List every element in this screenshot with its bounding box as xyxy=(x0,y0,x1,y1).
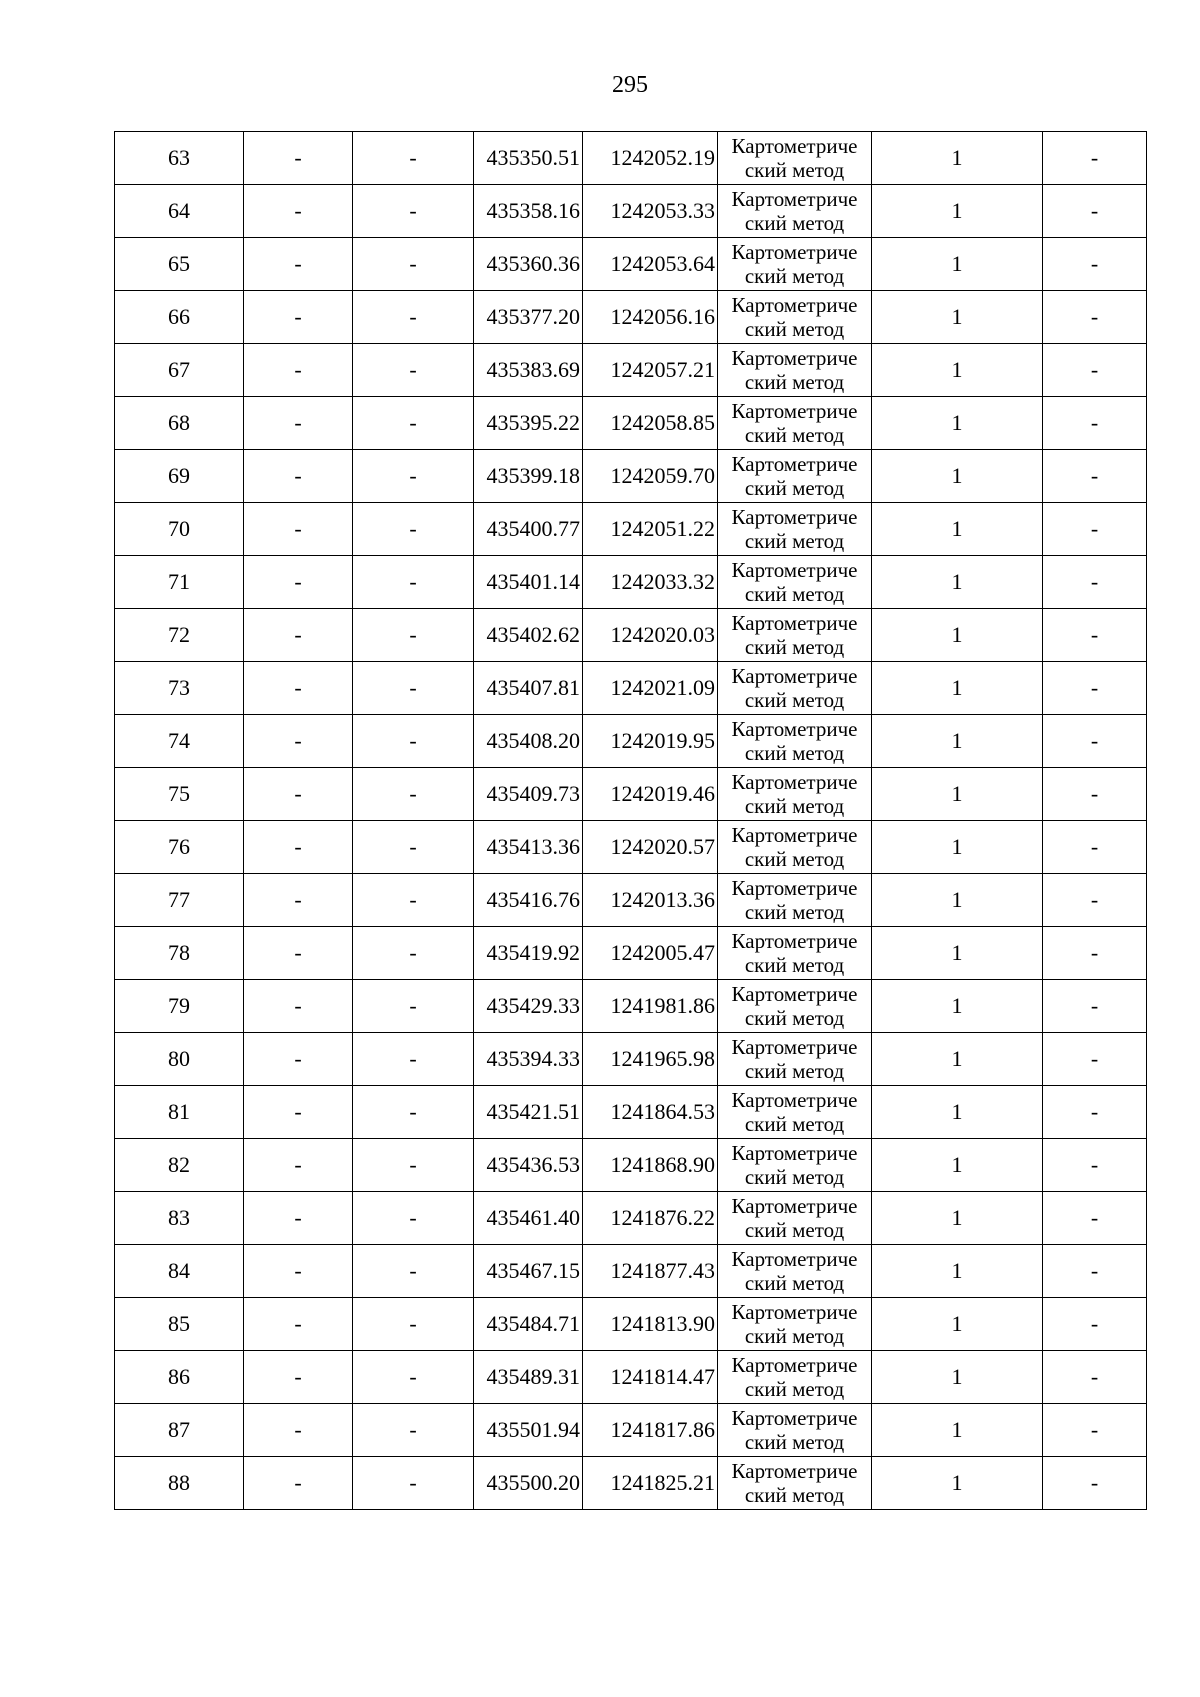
table-row xyxy=(115,1457,1147,1510)
table-row xyxy=(115,768,1147,821)
method-line-1: Картометриче xyxy=(731,134,858,158)
point-number-cell: 83 xyxy=(115,1192,244,1245)
point-number-cell: 67 xyxy=(115,344,244,397)
empty-dash-cell: - xyxy=(244,1351,353,1404)
table-row xyxy=(115,344,1147,397)
method-line-1: Картометриче xyxy=(731,823,858,847)
x-coordinate-cell: 435408.20 xyxy=(474,715,583,768)
accuracy-cell: 1 xyxy=(872,450,1043,503)
accuracy-cell: 1 xyxy=(872,980,1043,1033)
x-coordinate-cell: 435489.31 xyxy=(474,1351,583,1404)
method-line-2: ский метод xyxy=(744,1430,845,1454)
method-cell xyxy=(718,291,872,344)
point-number-cell: 72 xyxy=(115,609,244,662)
empty-dash-cell: - xyxy=(244,1245,353,1298)
note-cell: - xyxy=(1043,238,1147,291)
point-number-cell: 63 xyxy=(115,132,244,185)
method-line-2: ский метод xyxy=(744,1483,845,1507)
table-row xyxy=(115,609,1147,662)
method-cell xyxy=(718,132,872,185)
y-coordinate-cell: 1242051.22 xyxy=(583,503,718,556)
method-line-2: ский метод xyxy=(744,635,845,659)
method-line-1: Картометриче xyxy=(731,611,858,635)
point-number-cell: 82 xyxy=(115,1139,244,1192)
method-line-2: ский метод xyxy=(744,688,845,712)
note-cell: - xyxy=(1043,874,1147,927)
note-cell: - xyxy=(1043,1351,1147,1404)
method-cell xyxy=(718,821,872,874)
note-cell: - xyxy=(1043,397,1147,450)
empty-dash-cell: - xyxy=(244,185,353,238)
x-coordinate-cell: 435419.92 xyxy=(474,927,583,980)
note-cell: - xyxy=(1043,715,1147,768)
point-number-cell: 80 xyxy=(115,1033,244,1086)
method-cell xyxy=(718,450,872,503)
x-coordinate-cell: 435500.20 xyxy=(474,1457,583,1510)
method-line-2: ский метод xyxy=(744,317,845,341)
x-coordinate-cell: 435401.14 xyxy=(474,556,583,609)
method-line-1: Картометриче xyxy=(731,770,858,794)
method-line-2: ский метод xyxy=(744,211,845,235)
x-coordinate-cell: 435358.16 xyxy=(474,185,583,238)
accuracy-cell: 1 xyxy=(872,874,1043,927)
empty-dash-cell: - xyxy=(244,1139,353,1192)
method-line-1: Картометриче xyxy=(731,399,858,423)
empty-dash-cell: - xyxy=(353,1139,474,1192)
method-cell xyxy=(718,927,872,980)
point-number-cell: 79 xyxy=(115,980,244,1033)
note-cell: - xyxy=(1043,1139,1147,1192)
x-coordinate-cell: 435436.53 xyxy=(474,1139,583,1192)
accuracy-cell: 1 xyxy=(872,609,1043,662)
method-cell xyxy=(718,1351,872,1404)
accuracy-cell: 1 xyxy=(872,238,1043,291)
note-cell: - xyxy=(1043,291,1147,344)
y-coordinate-cell: 1241864.53 xyxy=(583,1086,718,1139)
x-coordinate-cell: 435461.40 xyxy=(474,1192,583,1245)
table-row xyxy=(115,821,1147,874)
empty-dash-cell: - xyxy=(353,344,474,397)
x-coordinate-cell: 435429.33 xyxy=(474,980,583,1033)
method-line-2: ский метод xyxy=(744,529,845,553)
accuracy-cell: 1 xyxy=(872,768,1043,821)
y-coordinate-cell: 1242053.64 xyxy=(583,238,718,291)
point-number-cell: 71 xyxy=(115,556,244,609)
method-line-1: Картометриче xyxy=(731,1035,858,1059)
empty-dash-cell: - xyxy=(353,821,474,874)
note-cell: - xyxy=(1043,821,1147,874)
note-cell: - xyxy=(1043,1192,1147,1245)
x-coordinate-cell: 435395.22 xyxy=(474,397,583,450)
note-cell: - xyxy=(1043,980,1147,1033)
table-row xyxy=(115,132,1147,185)
empty-dash-cell: - xyxy=(353,238,474,291)
method-line-1: Картометриче xyxy=(731,664,858,688)
method-line-1: Картометриче xyxy=(731,346,858,370)
method-line-2: ский метод xyxy=(744,1377,845,1401)
y-coordinate-cell: 1242058.85 xyxy=(583,397,718,450)
method-line-1: Картометриче xyxy=(731,1300,858,1324)
method-line-2: ский метод xyxy=(744,1324,845,1348)
method-line-1: Картометриче xyxy=(731,1353,858,1377)
empty-dash-cell: - xyxy=(244,821,353,874)
y-coordinate-cell: 1242059.70 xyxy=(583,450,718,503)
table-row xyxy=(115,1192,1147,1245)
x-coordinate-cell: 435409.73 xyxy=(474,768,583,821)
x-coordinate-cell: 435383.69 xyxy=(474,344,583,397)
accuracy-cell: 1 xyxy=(872,397,1043,450)
x-coordinate-cell: 435421.51 xyxy=(474,1086,583,1139)
method-cell xyxy=(718,1298,872,1351)
point-number-cell: 73 xyxy=(115,662,244,715)
y-coordinate-cell: 1241876.22 xyxy=(583,1192,718,1245)
method-cell xyxy=(718,1139,872,1192)
method-line-2: ский метод xyxy=(744,264,845,288)
note-cell: - xyxy=(1043,1404,1147,1457)
empty-dash-cell: - xyxy=(244,715,353,768)
y-coordinate-cell: 1241981.86 xyxy=(583,980,718,1033)
method-cell xyxy=(718,874,872,927)
empty-dash-cell: - xyxy=(244,1086,353,1139)
x-coordinate-cell: 435484.71 xyxy=(474,1298,583,1351)
y-coordinate-cell: 1242033.32 xyxy=(583,556,718,609)
empty-dash-cell: - xyxy=(244,1404,353,1457)
accuracy-cell: 1 xyxy=(872,1457,1043,1510)
note-cell: - xyxy=(1043,556,1147,609)
table-row xyxy=(115,397,1147,450)
method-cell xyxy=(718,1457,872,1510)
accuracy-cell: 1 xyxy=(872,1404,1043,1457)
y-coordinate-cell: 1241825.21 xyxy=(583,1457,718,1510)
y-coordinate-cell: 1242021.09 xyxy=(583,662,718,715)
point-number-cell: 66 xyxy=(115,291,244,344)
y-coordinate-cell: 1241817.86 xyxy=(583,1404,718,1457)
method-line-1: Картометриче xyxy=(731,558,858,582)
y-coordinate-cell: 1242052.19 xyxy=(583,132,718,185)
note-cell: - xyxy=(1043,450,1147,503)
method-line-1: Картометриче xyxy=(731,187,858,211)
accuracy-cell: 1 xyxy=(872,1351,1043,1404)
accuracy-cell: 1 xyxy=(872,185,1043,238)
method-cell xyxy=(718,185,872,238)
y-coordinate-cell: 1242013.36 xyxy=(583,874,718,927)
point-number-cell: 74 xyxy=(115,715,244,768)
method-line-2: ский метод xyxy=(744,1271,845,1295)
note-cell: - xyxy=(1043,185,1147,238)
method-line-1: Картометриче xyxy=(731,982,858,1006)
method-line-2: ский метод xyxy=(744,847,845,871)
empty-dash-cell: - xyxy=(244,503,353,556)
empty-dash-cell: - xyxy=(353,556,474,609)
y-coordinate-cell: 1241813.90 xyxy=(583,1298,718,1351)
method-line-2: ский метод xyxy=(744,1006,845,1030)
method-line-1: Картометриче xyxy=(731,1088,858,1112)
table-row xyxy=(115,662,1147,715)
method-cell xyxy=(718,1404,872,1457)
y-coordinate-cell: 1241877.43 xyxy=(583,1245,718,1298)
table-row xyxy=(115,1245,1147,1298)
y-coordinate-cell: 1241814.47 xyxy=(583,1351,718,1404)
empty-dash-cell: - xyxy=(353,874,474,927)
accuracy-cell: 1 xyxy=(872,1298,1043,1351)
method-line-1: Картометриче xyxy=(731,1194,858,1218)
page-number: 295 xyxy=(612,72,648,98)
x-coordinate-cell: 435501.94 xyxy=(474,1404,583,1457)
accuracy-cell: 1 xyxy=(872,556,1043,609)
method-cell xyxy=(718,344,872,397)
note-cell: - xyxy=(1043,1298,1147,1351)
method-line-2: ский метод xyxy=(744,476,845,500)
method-cell xyxy=(718,715,872,768)
empty-dash-cell: - xyxy=(353,1245,474,1298)
empty-dash-cell: - xyxy=(244,397,353,450)
method-line-2: ский метод xyxy=(744,582,845,606)
method-line-2: ский метод xyxy=(744,1165,845,1189)
empty-dash-cell: - xyxy=(353,980,474,1033)
table-row xyxy=(115,1298,1147,1351)
table-row xyxy=(115,556,1147,609)
method-line-2: ский метод xyxy=(744,1059,845,1083)
empty-dash-cell: - xyxy=(353,450,474,503)
empty-dash-cell: - xyxy=(244,291,353,344)
table-row xyxy=(115,874,1147,927)
method-line-1: Картометриче xyxy=(731,452,858,476)
method-cell xyxy=(718,1192,872,1245)
x-coordinate-cell: 435399.18 xyxy=(474,450,583,503)
empty-dash-cell: - xyxy=(244,1192,353,1245)
empty-dash-cell: - xyxy=(353,715,474,768)
empty-dash-cell: - xyxy=(244,980,353,1033)
point-number-cell: 76 xyxy=(115,821,244,874)
empty-dash-cell: - xyxy=(244,662,353,715)
method-line-2: ский метод xyxy=(744,370,845,394)
y-coordinate-cell: 1242019.46 xyxy=(583,768,718,821)
empty-dash-cell: - xyxy=(353,1298,474,1351)
method-cell xyxy=(718,1033,872,1086)
point-number-cell: 78 xyxy=(115,927,244,980)
method-cell xyxy=(718,980,872,1033)
accuracy-cell: 1 xyxy=(872,1192,1043,1245)
method-cell xyxy=(718,238,872,291)
empty-dash-cell: - xyxy=(244,344,353,397)
accuracy-cell: 1 xyxy=(872,344,1043,397)
method-line-2: ский метод xyxy=(744,158,845,182)
empty-dash-cell: - xyxy=(244,1457,353,1510)
note-cell: - xyxy=(1043,1245,1147,1298)
x-coordinate-cell: 435360.36 xyxy=(474,238,583,291)
method-line-2: ский метод xyxy=(744,953,845,977)
y-coordinate-cell: 1242053.33 xyxy=(583,185,718,238)
empty-dash-cell: - xyxy=(353,1033,474,1086)
empty-dash-cell: - xyxy=(353,1086,474,1139)
note-cell: - xyxy=(1043,1457,1147,1510)
empty-dash-cell: - xyxy=(244,1033,353,1086)
point-number-cell: 87 xyxy=(115,1404,244,1457)
empty-dash-cell: - xyxy=(244,556,353,609)
accuracy-cell: 1 xyxy=(872,132,1043,185)
table-row xyxy=(115,1086,1147,1139)
table-row xyxy=(115,450,1147,503)
empty-dash-cell: - xyxy=(353,609,474,662)
y-coordinate-cell: 1241965.98 xyxy=(583,1033,718,1086)
accuracy-cell: 1 xyxy=(872,291,1043,344)
empty-dash-cell: - xyxy=(353,1457,474,1510)
table-row xyxy=(115,503,1147,556)
point-number-cell: 70 xyxy=(115,503,244,556)
table-row xyxy=(115,1033,1147,1086)
method-cell xyxy=(718,1245,872,1298)
x-coordinate-cell: 435377.20 xyxy=(474,291,583,344)
y-coordinate-cell: 1242005.47 xyxy=(583,927,718,980)
note-cell: - xyxy=(1043,1086,1147,1139)
x-coordinate-cell: 435400.77 xyxy=(474,503,583,556)
point-number-cell: 69 xyxy=(115,450,244,503)
method-line-1: Картометриче xyxy=(731,240,858,264)
empty-dash-cell: - xyxy=(353,503,474,556)
y-coordinate-cell: 1242020.57 xyxy=(583,821,718,874)
empty-dash-cell: - xyxy=(353,291,474,344)
method-line-1: Картометриче xyxy=(731,1247,858,1271)
method-cell xyxy=(718,662,872,715)
empty-dash-cell: - xyxy=(353,397,474,450)
accuracy-cell: 1 xyxy=(872,662,1043,715)
note-cell: - xyxy=(1043,927,1147,980)
table-row xyxy=(115,1351,1147,1404)
empty-dash-cell: - xyxy=(244,874,353,927)
method-line-1: Картометриче xyxy=(731,1141,858,1165)
empty-dash-cell: - xyxy=(244,768,353,821)
x-coordinate-cell: 435394.33 xyxy=(474,1033,583,1086)
point-number-cell: 85 xyxy=(115,1298,244,1351)
point-number-cell: 64 xyxy=(115,185,244,238)
method-line-2: ский метод xyxy=(744,1218,845,1242)
x-coordinate-cell: 435407.81 xyxy=(474,662,583,715)
accuracy-cell: 1 xyxy=(872,821,1043,874)
method-cell xyxy=(718,768,872,821)
coordinates-table xyxy=(114,131,1147,1510)
empty-dash-cell: - xyxy=(353,768,474,821)
x-coordinate-cell: 435413.36 xyxy=(474,821,583,874)
note-cell: - xyxy=(1043,132,1147,185)
table-body xyxy=(115,132,1147,1510)
point-number-cell: 68 xyxy=(115,397,244,450)
method-line-1: Картометриче xyxy=(731,1459,858,1483)
accuracy-cell: 1 xyxy=(872,1139,1043,1192)
y-coordinate-cell: 1242019.95 xyxy=(583,715,718,768)
empty-dash-cell: - xyxy=(353,1351,474,1404)
empty-dash-cell: - xyxy=(244,609,353,662)
table-row xyxy=(115,1139,1147,1192)
x-coordinate-cell: 435350.51 xyxy=(474,132,583,185)
table-row xyxy=(115,1404,1147,1457)
point-number-cell: 88 xyxy=(115,1457,244,1510)
method-cell xyxy=(718,397,872,450)
table-row xyxy=(115,927,1147,980)
note-cell: - xyxy=(1043,662,1147,715)
empty-dash-cell: - xyxy=(244,450,353,503)
accuracy-cell: 1 xyxy=(872,503,1043,556)
method-line-2: ский метод xyxy=(744,423,845,447)
point-number-cell: 75 xyxy=(115,768,244,821)
accuracy-cell: 1 xyxy=(872,1086,1043,1139)
empty-dash-cell: - xyxy=(353,662,474,715)
note-cell: - xyxy=(1043,1033,1147,1086)
accuracy-cell: 1 xyxy=(872,927,1043,980)
empty-dash-cell: - xyxy=(353,1404,474,1457)
empty-dash-cell: - xyxy=(353,927,474,980)
y-coordinate-cell: 1242057.21 xyxy=(583,344,718,397)
method-line-1: Картометриче xyxy=(731,929,858,953)
note-cell: - xyxy=(1043,503,1147,556)
method-cell xyxy=(718,503,872,556)
table-row xyxy=(115,980,1147,1033)
point-number-cell: 77 xyxy=(115,874,244,927)
note-cell: - xyxy=(1043,768,1147,821)
table-row xyxy=(115,715,1147,768)
method-cell xyxy=(718,609,872,662)
x-coordinate-cell: 435416.76 xyxy=(474,874,583,927)
y-coordinate-cell: 1242056.16 xyxy=(583,291,718,344)
accuracy-cell: 1 xyxy=(872,1245,1043,1298)
table-row xyxy=(115,291,1147,344)
method-cell xyxy=(718,556,872,609)
method-line-2: ский метод xyxy=(744,900,845,924)
method-line-1: Картометриче xyxy=(731,717,858,741)
point-number-cell: 65 xyxy=(115,238,244,291)
accuracy-cell: 1 xyxy=(872,715,1043,768)
empty-dash-cell: - xyxy=(353,185,474,238)
empty-dash-cell: - xyxy=(244,238,353,291)
method-line-2: ский метод xyxy=(744,741,845,765)
empty-dash-cell: - xyxy=(353,132,474,185)
point-number-cell: 86 xyxy=(115,1351,244,1404)
note-cell: - xyxy=(1043,344,1147,397)
note-cell: - xyxy=(1043,609,1147,662)
empty-dash-cell: - xyxy=(244,132,353,185)
y-coordinate-cell: 1241868.90 xyxy=(583,1139,718,1192)
method-line-2: ский метод xyxy=(744,1112,845,1136)
empty-dash-cell: - xyxy=(244,927,353,980)
method-line-1: Картометриче xyxy=(731,505,858,529)
point-number-cell: 84 xyxy=(115,1245,244,1298)
method-cell xyxy=(718,1086,872,1139)
method-line-2: ский метод xyxy=(744,794,845,818)
empty-dash-cell: - xyxy=(353,1192,474,1245)
method-line-1: Картометриче xyxy=(731,876,858,900)
x-coordinate-cell: 435402.62 xyxy=(474,609,583,662)
method-line-1: Картометриче xyxy=(731,1406,858,1430)
y-coordinate-cell: 1242020.03 xyxy=(583,609,718,662)
x-coordinate-cell: 435467.15 xyxy=(474,1245,583,1298)
method-line-1: Картометриче xyxy=(731,293,858,317)
empty-dash-cell: - xyxy=(244,1298,353,1351)
point-number-cell: 81 xyxy=(115,1086,244,1139)
table-row xyxy=(115,185,1147,238)
table-row xyxy=(115,238,1147,291)
accuracy-cell: 1 xyxy=(872,1033,1043,1086)
